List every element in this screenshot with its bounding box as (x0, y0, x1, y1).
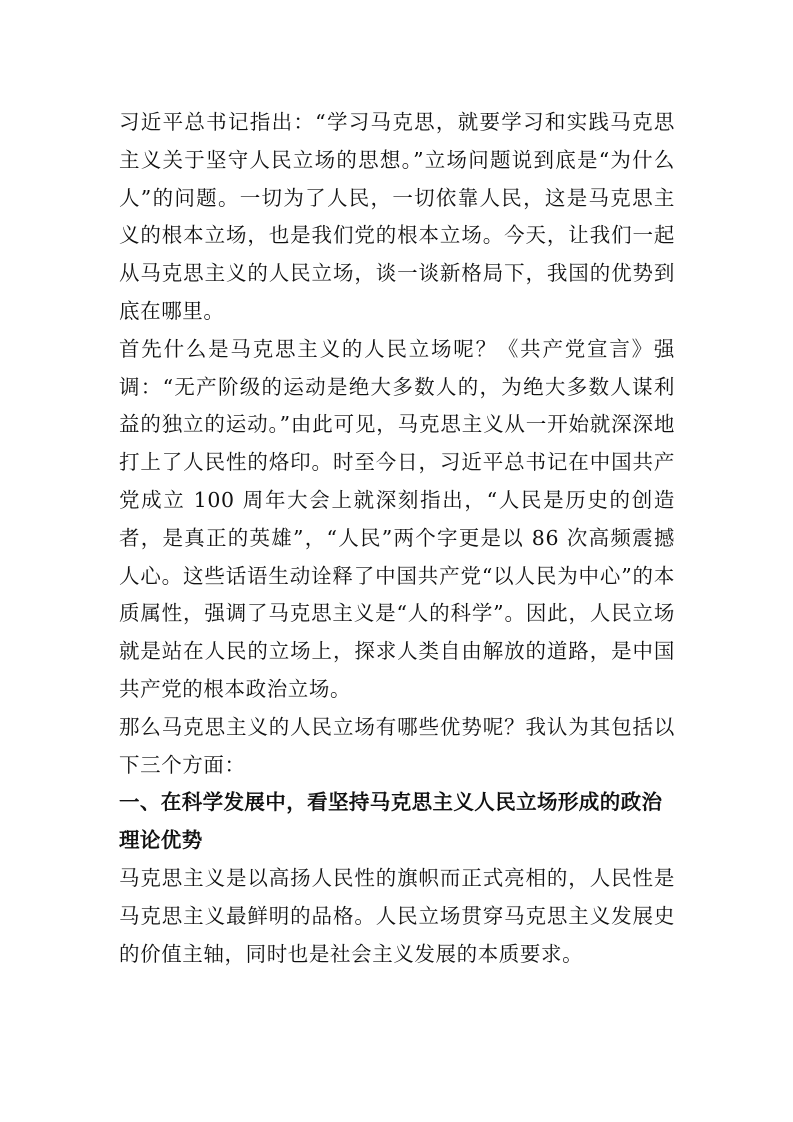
document-page (119, 104, 675, 973)
paragraph-intro: 习近平总书记指出：“学习马克思，就要学习和实践马克思主义关于坚守人民立场的思想。”立场问题说到底是“为什么人”的问题。一切为了人民，一切依靠人民，这是马克思主义的根本立场，也是我们党的根本立场。今天，让我们一起从马克思主义的人民立场，谈一谈新格局下，我国的优势到底在哪里。 (119, 110, 675, 323)
paragraph-advantages-question: 那么马克思主义的人民立场有哪些优势呢？我认为其包括以下三个方面： (119, 714, 675, 777)
section-heading-1: 一、在科学发展中，看坚持马克思主义人民立场形成的政治理论优势 (119, 790, 663, 853)
paragraph-section-1: 马克思主义是以高扬人民性的旗帜而正式亮相的，人民性是马克思主义最鲜明的品格。人民立场贯穿马克思主义发展史的价值主轴，同时也是社会主义发展的本质要求。 (119, 865, 675, 966)
paragraph-definition: 首先什么是马克思主义的人民立场呢？《共产党宣言》强调：“无产阶级的运动是绝大多数人的，为绝大多数人谋利益的独立的运动。”由此可见，马克思主义从一开始就深深地打上了人民性的烙印。时至今日，习近平总书记在中国共产党成立 100 周年大会上就深刻指出，“人民是历史的创造者，是真正的英雄”，“人民”两个字更是以 86 次高频震撼人心。这些话语生动诠释了中国共产党“以人民为中心”的本质属性，强调了马克思主义是“人的科学”。因此，人民立场就是站在人民的立场上，探求人类自由解放的道路，是中国共产党的根本政治立场。 (119, 336, 675, 701)
